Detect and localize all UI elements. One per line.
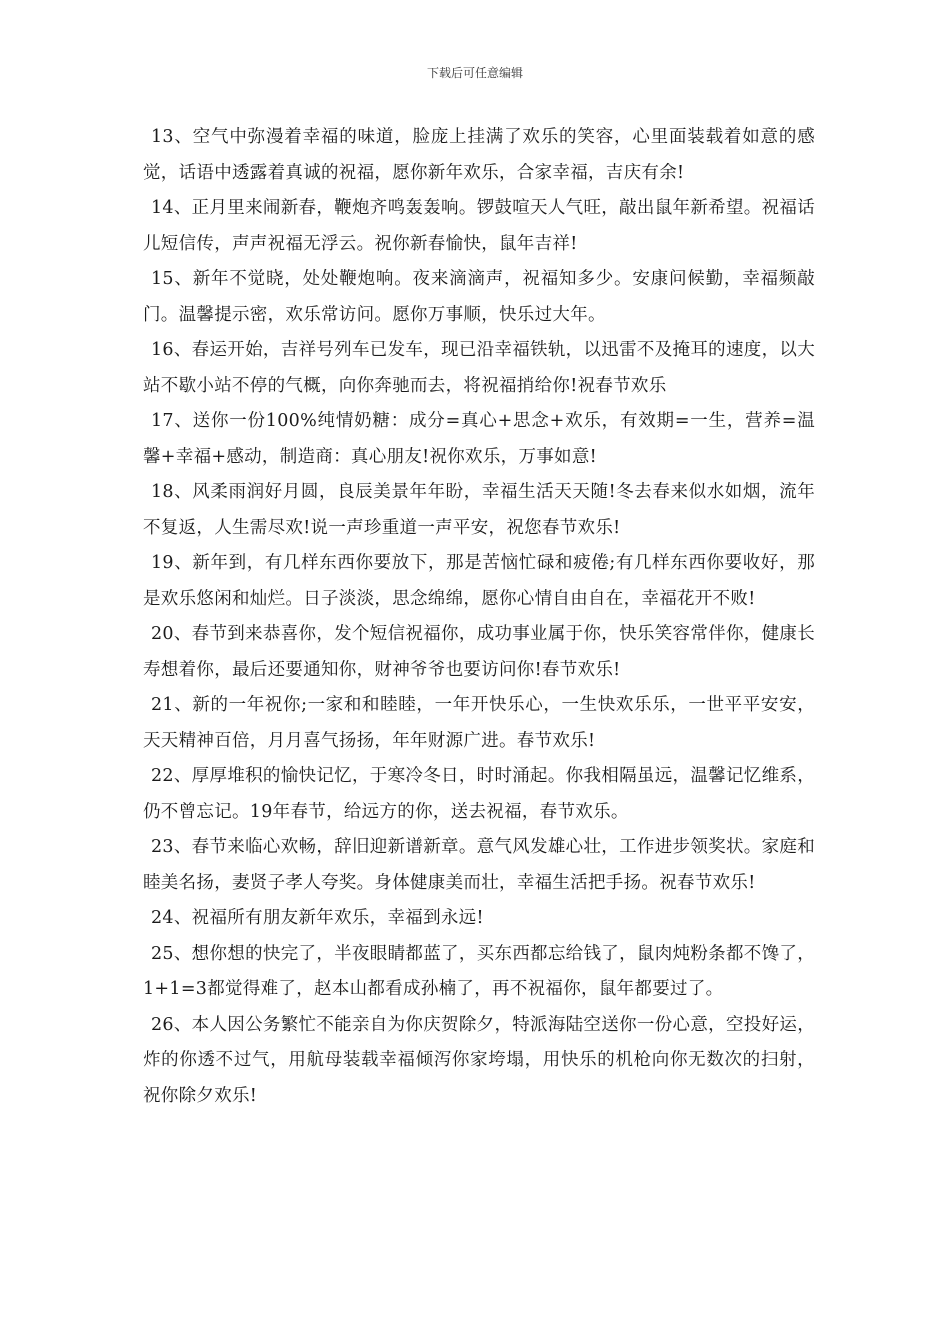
document-body <box>143 120 815 1114</box>
paragraph-21: 21、新的一年祝你;一家和和睦睦，一年开快乐心，一生快欢乐乐，一世平平安安，天天精神百倍，月月喜气扬扬，年年财源广进。春节欢乐! <box>143 695 815 751</box>
paragraph-20: 20、春节到来恭喜你，发个短信祝福你，成功事业属于你，快乐笑容常伴你，健康长寿想着你，最后还要通知你，财神爷爷也要访问你!春节欢乐! <box>143 624 815 680</box>
paragraph-24: 24、祝福所有朋友新年欢乐，幸福到永远! <box>151 908 484 928</box>
paragraph-25: 25、想你想的快完了，半夜眼睛都蓝了，买东西都忘给钱了，鼠肉炖粉条都不馋了，1+1=3都觉得难了，赵本山都看成孙楠了，再不祝福你，鼠年都要过了。 <box>143 943 815 999</box>
paragraph-16: 16、春运开始，吉祥号列车已发车，现已沿幸福铁轨，以迅雷不及掩耳的速度，以大站不歇小站不停的气概，向你奔驰而去，将祝福捎给你!祝春节欢乐 <box>143 340 815 396</box>
paragraph-15: 15、新年不觉晓，处处鞭炮响。夜来滴滴声，祝福知多少。安康问候勤，幸福频敲门。温馨提示密，欢乐常访问。愿你万事顺，快乐过大年。 <box>143 269 815 325</box>
paragraph-19: 19、新年到，有几样东西你要放下，那是苦恼忙碌和疲倦;有几样东西你要收好，那是欢乐悠闲和灿烂。日子淡淡，思念绵绵，愿你心情自由自在，幸福花开不败! <box>143 553 815 609</box>
paragraph-18: 18、风柔雨润好月圆，良辰美景年年盼，幸福生活天天随!冬去春来似水如烟，流年不复返，人生需尽欢!说一声珍重道一声平安，祝您春节欢乐! <box>143 482 815 538</box>
paragraph-13: 13、空气中弥漫着幸福的味道，脸庞上挂满了欢乐的笑容，心里面装载着如意的感觉，话语中透露着真诚的祝福，愿你新年欢乐，合家幸福，吉庆有余! <box>143 127 815 183</box>
paragraph-14: 14、正月里来闹新春，鞭炮齐鸣轰轰响。锣鼓喧天人气旺，敲出鼠年新希望。祝福话儿短信传，声声祝福无浮云。祝你新春愉快，鼠年吉祥! <box>143 198 815 254</box>
page-header: 下载后可任意编辑 <box>426 66 523 80</box>
paragraph-26: 26、本人因公务繁忙不能亲自为你庆贺除夕，特派海陆空送你一份心意，空投好运，炸的你透不过气，用航母装载幸福倾泻你家垮塌，用快乐的机枪向你无数次的扫射，祝你除夕欢乐! <box>143 1014 815 1106</box>
paragraph-22: 22、厚厚堆积的愉快记忆，于寒冷冬日，时时涌起。你我相隔虽远，温馨记忆维系，仍不曾忘记。19年春节，给远方的你，送去祝福，春节欢乐。 <box>143 766 815 822</box>
paragraph-23: 23、春节来临心欢畅，辞旧迎新谱新章。意气风发雄心壮，工作进步领奖状。家庭和睦美名扬，妻贤子孝人夸奖。身体健康美而壮，幸福生活把手扬。祝春节欢乐! <box>143 837 815 893</box>
paragraph-17: 17、送你一份100%纯情奶糖：成分=真心+思念+欢乐，有效期=一生，营养=温馨+幸福+感动，制造商：真心朋友!祝你欢乐，万事如意! <box>143 411 815 467</box>
